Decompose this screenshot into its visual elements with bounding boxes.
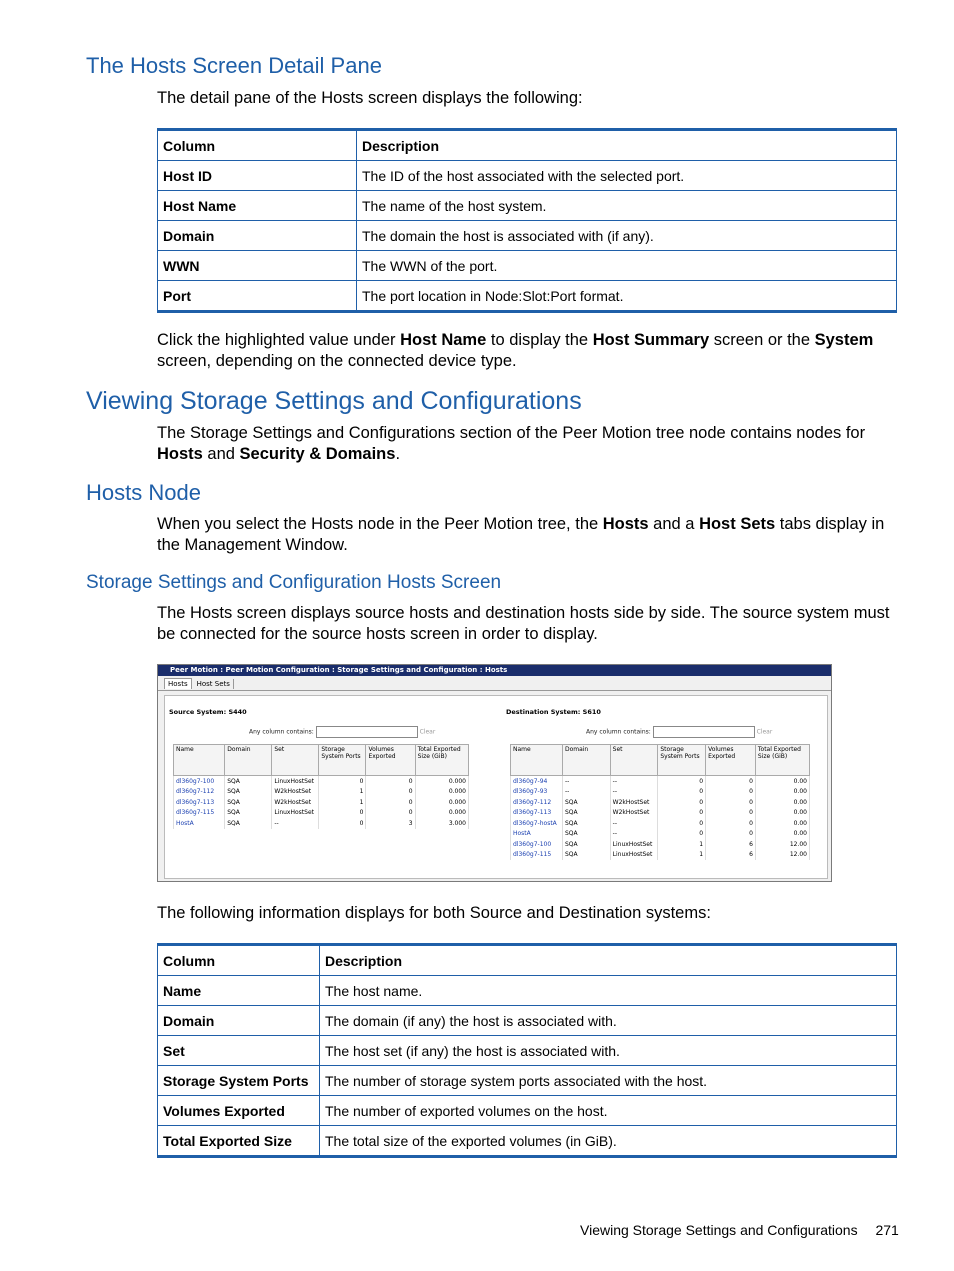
table-cell: LinuxHostSet (272, 776, 319, 787)
source-hosts-table (173, 744, 469, 829)
table-cell: 0.000 (415, 808, 468, 819)
table-cell: 0.00 (755, 829, 809, 840)
host-name-link[interactable]: dl360g7-100 (511, 839, 563, 850)
table-cell: SQA (562, 839, 610, 850)
column-header[interactable]: Set (610, 745, 658, 776)
storage-settings-paragraph: The Storage Settings and Configurations section of the Peer Motion tree node contains nodes for Hosts and Security & Domains. (157, 424, 866, 463)
table-cell: LinuxHostSet (610, 839, 658, 850)
header-cell: Column (158, 130, 357, 161)
table-row (158, 1096, 897, 1126)
hosts-node-paragraph: When you select the Hosts node in the Peer Motion tree, the Hosts and a Host Sets tabs display in the Management Window. (157, 515, 885, 554)
table-row[interactable] (174, 776, 469, 787)
table-cell: 0 (706, 787, 756, 798)
description-cell: The domain (if any) the host is associated with. (320, 1006, 897, 1036)
tab-host-sets[interactable]: Host Sets (194, 679, 234, 689)
table-row (158, 1036, 897, 1066)
table-cell: 0 (658, 776, 706, 787)
table-cell: LinuxHostSet (610, 850, 658, 861)
table-cell: -- (610, 829, 658, 840)
table-cell: 1 (319, 797, 366, 808)
table-row[interactable] (511, 808, 810, 819)
table-cell: 0 (706, 776, 756, 787)
both-systems-paragraph: The following information displays for both Source and Destination systems: (157, 904, 711, 922)
table-row[interactable] (511, 818, 810, 829)
host-name-link[interactable]: dl360g7-112 (511, 797, 563, 808)
systems-columns-table (157, 943, 897, 1158)
column-header[interactable]: Set (272, 745, 319, 776)
table-row (158, 976, 897, 1006)
source-filter-input[interactable] (316, 726, 418, 738)
host-name-link[interactable]: dl360g7-115 (174, 808, 225, 819)
source-filter-label: Any column contains: (249, 728, 314, 736)
table-cell: 12.00 (755, 850, 809, 861)
column-header[interactable]: Volumes Exported (366, 745, 415, 776)
table-cell: SQA (225, 808, 272, 819)
table-row[interactable] (174, 808, 469, 819)
table-cell: 0.000 (415, 776, 468, 787)
table-row (158, 191, 897, 221)
table-cell: 0 (319, 776, 366, 787)
footer-title: Viewing Storage Settings and Configurations (580, 1222, 858, 1238)
table-cell: SQA (225, 818, 272, 829)
description-cell: The host name. (320, 976, 897, 1006)
table-cell: 0.00 (755, 787, 809, 798)
column-name-cell: Host ID (158, 161, 357, 191)
table-cell: 0 (706, 797, 756, 808)
table-cell: SQA (562, 808, 610, 819)
section-heading-hosts-detail-pane: The Hosts Screen Detail Pane (86, 53, 382, 78)
column-name-cell: Host Name (158, 191, 357, 221)
table-cell: -- (610, 787, 658, 798)
destination-filter (586, 726, 772, 738)
column-header[interactable]: Volumes Exported (706, 745, 756, 776)
table-cell: -- (610, 776, 658, 787)
source-filter (249, 726, 435, 738)
table-cell: 0.00 (755, 797, 809, 808)
column-header[interactable]: Domain (562, 745, 610, 776)
table-row[interactable] (174, 797, 469, 808)
description-cell: The name of the host system. (357, 191, 897, 221)
column-header[interactable]: Total Exported Size (GiB) (755, 745, 809, 776)
table-cell: 0 (319, 808, 366, 819)
hosts-content-pane (164, 695, 828, 879)
tab-hosts[interactable]: Hosts (164, 678, 192, 689)
intro-paragraph: The detail pane of the Hosts screen displays the following: (157, 89, 583, 107)
table-row[interactable] (511, 839, 810, 850)
destination-filter-input[interactable] (653, 726, 755, 738)
table-cell: SQA (562, 818, 610, 829)
table-cell: 0 (658, 829, 706, 840)
table-cell: 0 (658, 808, 706, 819)
table-cell: -- (562, 776, 610, 787)
column-name-cell: WWN (158, 251, 357, 281)
hosts-screen-paragraph: The Hosts screen displays source hosts and destination hosts side by side. The source system must be connected for the source hosts screen in order to display. (157, 604, 890, 643)
table-row (158, 1066, 897, 1096)
column-name-cell: Set (158, 1036, 320, 1066)
column-header[interactable]: Storage System Ports (319, 745, 366, 776)
table-row[interactable] (511, 829, 810, 840)
host-name-link[interactable]: dl360g7-113 (511, 808, 563, 819)
host-name-link[interactable]: dl360g7-93 (511, 787, 563, 798)
column-name-cell: Domain (158, 1006, 320, 1036)
table-cell: SQA (562, 829, 610, 840)
destination-clear-button[interactable]: Clear (756, 728, 773, 736)
column-name-cell: Port (158, 281, 357, 312)
column-name-cell: Storage System Ports (158, 1066, 320, 1096)
table-cell: SQA (225, 787, 272, 798)
section-heading-hosts-node: Hosts Node (86, 480, 201, 505)
detail-pane-table (157, 128, 897, 313)
table-row (158, 1006, 897, 1036)
host-name-link[interactable]: dl360g7-112 (174, 787, 225, 798)
table-row[interactable] (174, 818, 469, 829)
host-name-link[interactable]: dl360g7-hostA (511, 818, 563, 829)
table-cell: LinuxHostSet (272, 808, 319, 819)
table-row[interactable] (511, 797, 810, 808)
column-name-cell: Domain (158, 221, 357, 251)
page-footer (580, 1222, 899, 1238)
description-cell: The number of exported volumes on the host. (320, 1096, 897, 1126)
table-row[interactable] (174, 787, 469, 798)
description-cell: The ID of the host associated with the selected port. (357, 161, 897, 191)
table-cell: 0 (366, 808, 415, 819)
description-cell: The port location in Node:Slot:Port format. (357, 281, 897, 312)
column-header[interactable]: Domain (225, 745, 272, 776)
host-name-link[interactable]: dl360g7-94 (511, 776, 563, 787)
description-cell: The host set (if any) the host is associated with. (320, 1036, 897, 1066)
table-cell: 0 (658, 818, 706, 829)
table-cell: 3 (366, 818, 415, 829)
table-cell: -- (562, 787, 610, 798)
table-cell: 1 (658, 839, 706, 850)
table-row (158, 281, 897, 312)
table-cell: 0 (366, 797, 415, 808)
table-cell: 0 (658, 797, 706, 808)
hosts-screen-screenshot (157, 664, 832, 882)
destination-hosts-table (510, 744, 810, 860)
table-cell: 0.000 (415, 797, 468, 808)
description-cell: The number of storage system ports associated with the host. (320, 1066, 897, 1096)
table-cell: 3.000 (415, 818, 468, 829)
table-cell: W2kHostSet (272, 787, 319, 798)
column-header[interactable]: Storage System Ports (658, 745, 706, 776)
destination-system-label: Destination System: S610 (506, 708, 601, 716)
table-cell: 6 (706, 850, 756, 861)
host-name-link[interactable]: dl360g7-115 (511, 850, 563, 861)
column-name-cell: Name (158, 976, 320, 1006)
table-row[interactable] (511, 850, 810, 861)
window-title-bar: Peer Motion : Peer Motion Configuration : Storage Settings and Configuration : Hosts (158, 665, 831, 676)
table-cell: 0.000 (415, 787, 468, 798)
table-cell: 12.00 (755, 839, 809, 850)
section-heading-viewing-storage: Viewing Storage Settings and Configurations (86, 387, 582, 415)
table-header-row (158, 945, 897, 976)
description-cell: The domain the host is associated with (if any). (357, 221, 897, 251)
section-heading-hosts-screen: Storage Settings and Configuration Hosts Screen (86, 572, 502, 593)
table-cell: -- (272, 818, 319, 829)
table-cell: 0 (319, 818, 366, 829)
table-header-row (158, 130, 897, 161)
table-row (158, 161, 897, 191)
page-number: 271 (875, 1222, 899, 1238)
table-cell: 0.00 (755, 776, 809, 787)
table-row[interactable] (511, 787, 810, 798)
column-header[interactable]: Name (174, 745, 225, 776)
table-cell: -- (610, 818, 658, 829)
host-name-link[interactable]: HostA (174, 818, 225, 829)
header-cell: Description (320, 945, 897, 976)
table-cell: SQA (562, 850, 610, 861)
column-header[interactable]: Name (511, 745, 563, 776)
table-row (158, 251, 897, 281)
table-cell: 0.00 (755, 818, 809, 829)
table-row (158, 221, 897, 251)
column-name-cell: Total Exported Size (158, 1126, 320, 1157)
table-cell: SQA (562, 797, 610, 808)
destination-filter-label: Any column contains: (586, 728, 651, 736)
table-cell: 0.00 (755, 808, 809, 819)
table-row[interactable] (511, 776, 810, 787)
table-cell: 0 (658, 787, 706, 798)
table-cell: SQA (225, 776, 272, 787)
table-cell: 0 (366, 787, 415, 798)
host-name-link[interactable]: dl360g7-100 (174, 776, 225, 787)
column-header[interactable]: Total Exported Size (GiB) (415, 745, 468, 776)
table-cell: W2kHostSet (272, 797, 319, 808)
header-cell: Description (357, 130, 897, 161)
table-cell: 0 (706, 818, 756, 829)
table-cell: 0 (366, 776, 415, 787)
table-cell: W2kHostSet (610, 797, 658, 808)
host-name-link[interactable]: dl360g7-113 (174, 797, 225, 808)
host-name-link[interactable]: HostA (511, 829, 563, 840)
table-cell: 6 (706, 839, 756, 850)
table-cell: 1 (319, 787, 366, 798)
table-cell: W2kHostSet (610, 808, 658, 819)
tab-bar (158, 676, 831, 691)
table-cell: 0 (706, 808, 756, 819)
host-name-paragraph: Click the highlighted value under Host Name to display the Host Summary screen or the System screen, depending on the connected device type. (157, 331, 874, 370)
source-system-label: Source System: S440 (169, 708, 247, 716)
source-clear-button[interactable]: Clear (419, 728, 436, 736)
table-cell: 0 (706, 829, 756, 840)
table-cell: 1 (658, 850, 706, 861)
description-cell: The total size of the exported volumes (in GiB). (320, 1126, 897, 1157)
description-cell: The WWN of the port. (357, 251, 897, 281)
table-row (158, 1126, 897, 1157)
header-cell: Column (158, 945, 320, 976)
table-cell: SQA (225, 797, 272, 808)
column-name-cell: Volumes Exported (158, 1096, 320, 1126)
